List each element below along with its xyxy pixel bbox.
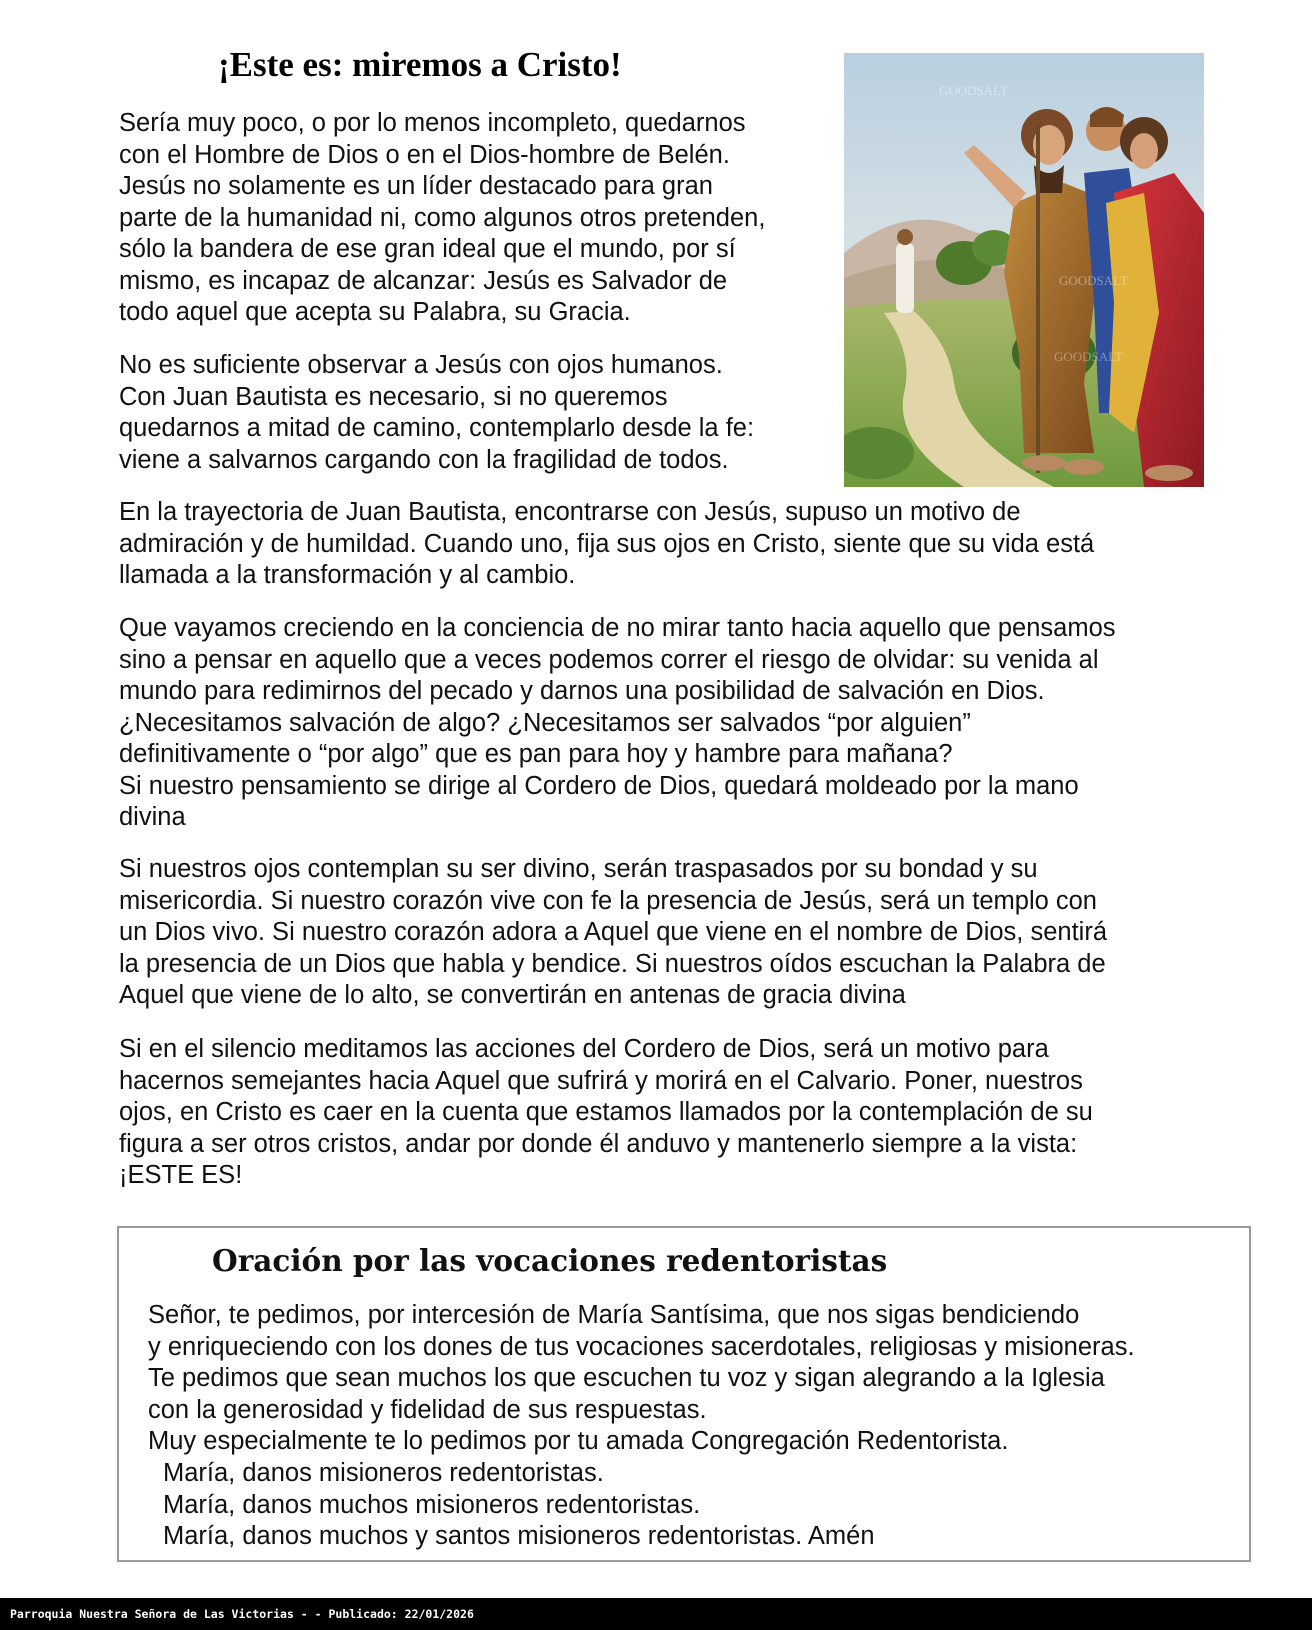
text-line: con el Hombre de Dios o en el Dios-hombre de Belén.: [119, 140, 730, 169]
watermark-text: GOODSALT: [939, 83, 1008, 98]
text-line: Jesús no solamente es un líder destacado para gran: [119, 172, 713, 200]
text-line: parte de la humanidad ni, como algunos otros pretenden,: [119, 203, 766, 232]
text-line: admiración y de humildad. Cuando uno, fija sus ojos en Cristo, siente que su vida está: [119, 529, 1095, 558]
text-line: sino a pensar en aquello que a veces podemos correr el riesgo de olvidar: su venida al: [119, 645, 1099, 674]
text-line: quedarnos a mitad de camino, contemplarlo desde la fe:: [119, 414, 755, 442]
text-line: llamada a la transformación y al cambio.: [119, 561, 576, 589]
text-line: Con Juan Bautista es necesario, si no queremos: [119, 382, 668, 411]
text-line: un Dios vivo. Si nuestro corazón adora a Aquel que viene en el nombre de Dios, sentirá: [119, 918, 1108, 946]
text-line: ¿Necesitamos salvación de algo? ¿Necesitamos ser salvados “por alguien”: [119, 708, 971, 737]
text-line: la presencia de un Dios que habla y bendice. Si nuestros oídos escuchan la Palabra de: [119, 949, 1106, 978]
paragraph-5: [119, 854, 1107, 1012]
watermark-text: GOODSALT: [1059, 273, 1128, 288]
prayer-line: María, danos muchos misioneros redentoristas.: [163, 1490, 701, 1519]
text-line: todo aquel que acepta su Palabra, su Gracia.: [119, 298, 631, 326]
prayer-line: María, danos misioneros redentoristas.: [163, 1458, 604, 1487]
prayer-body: [148, 1300, 1135, 1553]
painting-john-the-baptist-pointing-to-jesus: [844, 53, 1204, 487]
paragraph-4: [119, 613, 1116, 834]
text-line: ojos, en Cristo es caer en la cuenta que estamos llamados por la contemplación de su: [119, 1098, 1093, 1126]
paragraph-6: [119, 1034, 1093, 1192]
prayer-title: Oración por las vocaciones redentoristas: [212, 1243, 888, 1278]
text-line: mundo para redimirnos del pecado y darnos una posibilidad de salvación en Dios.: [119, 677, 1045, 705]
text-line: sólo la bandera de ese gran ideal que el mundo, por sí: [119, 235, 736, 263]
text-line: hacernos semejantes hacia Aquel que sufrirá y morirá en el Calvario. Poner, nuestros: [119, 1066, 1083, 1095]
text-line: Que vayamos creciendo en la conciencia de no mirar tanto hacia aquello que pensamos: [119, 614, 1116, 642]
text-line: Si nuestros ojos contemplan su ser divino, serán traspasados por su bondad y su: [119, 855, 1038, 883]
prayer-line: Señor, te pedimos, por intercesión de María Santísima, que nos sigas bendiciendo: [148, 1301, 1080, 1329]
text-line: mismo, es incapaz de alcanzar: Jesús es Salvador de: [119, 266, 728, 295]
prayer-box: [117, 1226, 1251, 1562]
text-line: ¡ESTE ES!: [119, 1161, 243, 1189]
prayer-line: María, danos muchos y santos misioneros redentoristas. Amén: [163, 1522, 875, 1551]
text-line: Aquel que viene de lo alto, se convertirán en antenas de gracia divina: [119, 981, 906, 1009]
text-line: viene a salvarnos cargando con la fragilidad de todos.: [119, 445, 729, 474]
text-line: Si nuestro pensamiento se dirige al Cordero de Dios, quedará moldeado por la mano: [119, 771, 1079, 800]
text-line: Sería muy poco, o por lo menos incompleto, quedarnos: [119, 109, 746, 137]
footer-bar: Parroquia Nuestra Señora de Las Victorias - - Publicado: 22/01/2026: [0, 1598, 1312, 1630]
prayer-line: y enriqueciendo con los dones de tus vocaciones sacerdotales, religiosas y misioneras.: [148, 1332, 1135, 1361]
prayer-line: Te pedimos que sean muchos los que escuchen tu voz y sigan alegrando a la Iglesia: [148, 1364, 1105, 1393]
text-line: figura a ser otros cristos, andar por donde él anduvo y mantenerlo siempre a la vista:: [119, 1129, 1078, 1158]
prayer-line: Muy especialmente te lo pedimos por tu amada Congregación Redentorista.: [148, 1427, 1009, 1456]
text-line: Si en el silencio meditamos las acciones del Cordero de Dios, será un motivo para: [119, 1035, 1049, 1063]
text-line: definitivamente o “por algo” que es pan para hoy y hambre para mañana?: [119, 740, 953, 768]
paragraph-3: [119, 497, 1094, 592]
article-title: ¡Este es: miremos a Cristo!: [218, 45, 622, 84]
text-line: En la trayectoria de Juan Bautista, encontrarse con Jesús, supuso un motivo de: [119, 498, 1021, 526]
text-line: No es suficiente observar a Jesús con ojos humanos.: [119, 351, 723, 379]
text-line: divina: [119, 803, 186, 831]
painting-icon: [844, 53, 1204, 487]
paragraph-1: [119, 108, 765, 329]
paragraph-2: [119, 350, 754, 476]
watermark-text: GOODSALT: [1054, 349, 1123, 364]
text-line: misericordia. Si nuestro corazón vive con fe la presencia de Jesús, será un templo con: [119, 886, 1097, 915]
prayer-line: con la generosidad y fidelidad de sus respuestas.: [148, 1395, 707, 1424]
